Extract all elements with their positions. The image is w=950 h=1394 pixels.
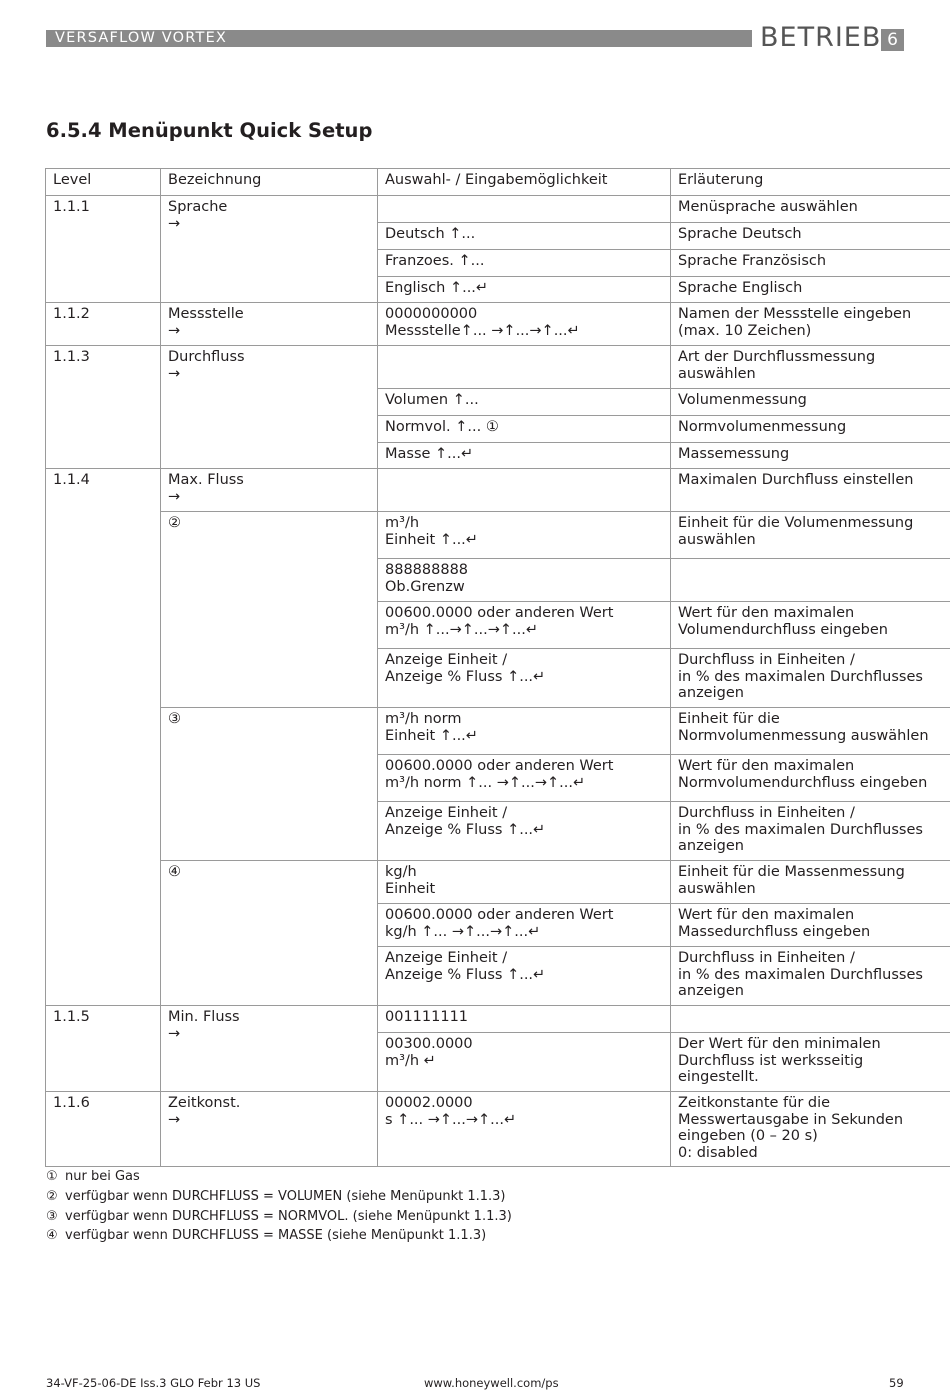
- table-row: [46, 346, 950, 389]
- input-cell: Masse ↑...↵: [378, 443, 671, 469]
- table-row: [46, 196, 950, 223]
- table-row: [46, 861, 950, 904]
- footnote-marker: ①: [46, 1169, 58, 1184]
- input-cell: [378, 196, 671, 223]
- table-row: [46, 708, 950, 755]
- input-cell: 00600.0000 oder anderen Wert m³/h norm ↑... →↑...→↑...↵: [378, 755, 671, 802]
- description-cell: Durchfluss in Einheiten / in % des maximalen Durchflusses anzeigen: [671, 802, 950, 861]
- level-cell: 1.1.3: [46, 346, 161, 469]
- input-cell: 00600.0000 oder anderen Wert kg/h ↑... →↑...→↑...↵: [378, 904, 671, 947]
- input-cell: Franzoes. ↑...: [378, 250, 671, 277]
- description-cell: Menüsprache auswählen: [671, 196, 950, 223]
- input-cell: 00600.0000 oder anderen Wert m³/h ↑...→↑...→↑...↵: [378, 602, 671, 649]
- description-cell: Wert für den maximalen Volumendurchfluss eingeben: [671, 602, 950, 649]
- footnote-text: verfügbar wenn DURCHFLUSS = VOLUMEN (siehe Menüpunkt 1.1.3): [65, 1188, 506, 1204]
- column-header-description: Erläuterung: [671, 169, 950, 196]
- input-cell: Volumen ↑...: [378, 389, 671, 416]
- description-cell: Volumenmessung: [671, 389, 950, 416]
- input-cell: [378, 346, 671, 389]
- name-cell: Zeitkonst. →: [161, 1092, 378, 1167]
- name-cell: ②: [161, 512, 378, 708]
- description-cell: [671, 1006, 950, 1033]
- description-cell: Wert für den maximalen Massedurchfluss eingeben: [671, 904, 950, 947]
- description-cell: Wert für den maximalen Normvolumendurchfluss eingeben: [671, 755, 950, 802]
- level-cell: 1.1.5: [46, 1006, 161, 1092]
- name-cell: ④: [161, 861, 378, 1006]
- footnote: [46, 1187, 512, 1207]
- footnote-text: verfügbar wenn DURCHFLUSS = MASSE (siehe Menüpunkt 1.1.3): [65, 1228, 487, 1244]
- column-header-level: Level: [46, 169, 161, 196]
- description-cell: Art der Durchflussmessung auswählen: [671, 346, 950, 389]
- page-heading: 6.5.4 Menüpunkt Quick Setup: [46, 119, 373, 142]
- description-cell: Einheit für die Massenmessung auswählen: [671, 861, 950, 904]
- column-header-name: Bezeichnung: [161, 169, 378, 196]
- column-header-input: Auswahl- / Eingabemöglichkeit: [378, 169, 671, 196]
- footnotes: [46, 1167, 512, 1246]
- description-cell: Einheit für die Volumenmessung auswählen: [671, 512, 950, 559]
- table-row: [46, 1092, 950, 1167]
- description-cell: Normvolumenmessung: [671, 416, 950, 443]
- description-cell: Massemessung: [671, 443, 950, 469]
- footnote-marker: ③: [46, 1208, 58, 1224]
- document-id: 34-VF-25-06-DE Iss.3 GLO Febr 13 US: [46, 1376, 261, 1390]
- footnote-marker: ②: [46, 1188, 58, 1204]
- table-row: [46, 469, 950, 512]
- name-cell: Min. Fluss →: [161, 1006, 378, 1092]
- input-cell: 00300.0000 m³/h ↵: [378, 1033, 671, 1092]
- input-cell: Anzeige Einheit / Anzeige % Fluss ↑...↵: [378, 802, 671, 861]
- page-number: 59: [889, 1376, 904, 1390]
- input-cell: Normvol. ↑... ①: [378, 416, 671, 443]
- description-cell: Einheit für die Normvolumenmessung auswählen: [671, 708, 950, 755]
- input-cell: m³/h norm Einheit ↑...↵: [378, 708, 671, 755]
- footnote: [46, 1226, 512, 1246]
- description-cell: Namen der Messstelle eingeben (max. 10 Zeichen): [671, 303, 950, 346]
- name-cell: ③: [161, 708, 378, 861]
- description-cell: Durchfluss in Einheiten / in % des maximalen Durchflusses anzeigen: [671, 947, 950, 1006]
- name-cell: Messstelle →: [161, 303, 378, 346]
- input-cell: m³/h Einheit ↑...↵: [378, 512, 671, 559]
- table-row: [46, 1006, 950, 1033]
- description-cell: Sprache Französisch: [671, 250, 950, 277]
- website-url: www.honeywell.com/ps: [424, 1376, 559, 1390]
- input-cell: kg/h Einheit: [378, 861, 671, 904]
- input-cell: Englisch ↑...↵: [378, 277, 671, 303]
- input-cell: Anzeige Einheit / Anzeige % Fluss ↑...↵: [378, 649, 671, 708]
- table-row: [46, 303, 950, 346]
- name-cell: Durchfluss →: [161, 346, 378, 469]
- section-title: BETRIEB: [760, 22, 882, 53]
- input-cell: 001111111: [378, 1006, 671, 1033]
- description-cell: [671, 559, 950, 602]
- input-cell: Deutsch ↑...: [378, 223, 671, 250]
- chapter-number: 6: [881, 29, 904, 51]
- description-cell: Zeitkonstante für die Messwertausgabe in Sekunden eingeben (0 – 20 s) 0: disabled: [671, 1092, 950, 1167]
- level-cell: 1.1.2: [46, 303, 161, 346]
- description-cell: Sprache Englisch: [671, 277, 950, 303]
- product-title: VERSAFLOW VORTEX: [55, 30, 228, 46]
- description-cell: Maximalen Durchfluss einstellen: [671, 469, 950, 512]
- footnote: [46, 1167, 512, 1187]
- quick-setup-table: [45, 168, 950, 1167]
- input-cell: 00002.0000 s ↑... →↑...→↑...↵: [378, 1092, 671, 1167]
- table-row: [46, 512, 950, 559]
- level-cell: 1.1.4: [46, 469, 161, 1006]
- description-cell: Durchfluss in Einheiten / in % des maximalen Durchflusses anzeigen: [671, 649, 950, 708]
- input-cell: 0000000000 Messstelle↑... →↑...→↑...↵: [378, 303, 671, 346]
- input-cell: Anzeige Einheit / Anzeige % Fluss ↑...↵: [378, 947, 671, 1006]
- level-cell: 1.1.6: [46, 1092, 161, 1167]
- footnote-text: nur bei Gas: [65, 1169, 140, 1184]
- table-header-row: [46, 169, 950, 196]
- level-cell: 1.1.1: [46, 196, 161, 303]
- description-cell: Sprache Deutsch: [671, 223, 950, 250]
- name-cell: Max. Fluss →: [161, 469, 378, 512]
- footnote-text: verfügbar wenn DURCHFLUSS = NORMVOL. (siehe Menüpunkt 1.1.3): [65, 1208, 512, 1224]
- footnote-marker: ④: [46, 1228, 58, 1244]
- input-cell: 888888888 Ob.Grenzw: [378, 559, 671, 602]
- footnote: [46, 1207, 512, 1227]
- name-cell: Sprache →: [161, 196, 378, 303]
- description-cell: Der Wert für den minimalen Durchfluss ist werksseitig eingestellt.: [671, 1033, 950, 1092]
- input-cell: [378, 469, 671, 512]
